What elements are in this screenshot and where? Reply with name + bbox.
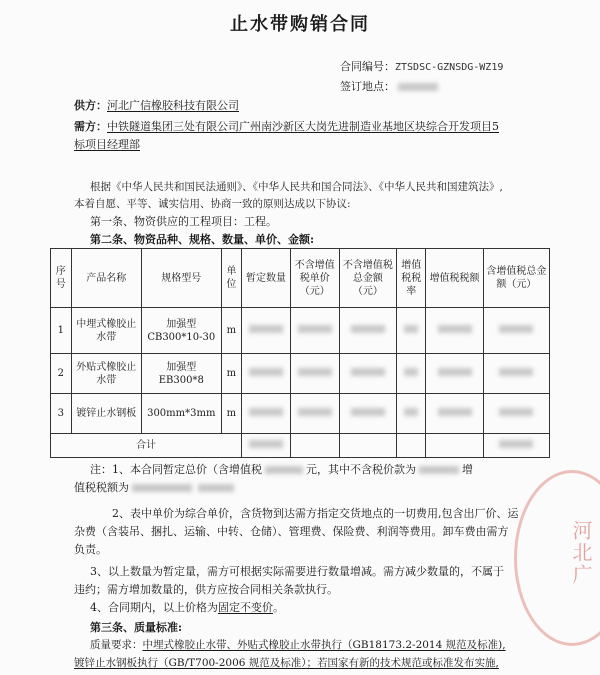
note-4-suffix: 。: [273, 601, 284, 614]
table-row: [51, 394, 550, 434]
redacted-cell: [426, 394, 483, 434]
contract-number: [340, 58, 503, 74]
redacted-cell: [242, 394, 291, 434]
redacted-cell: [339, 354, 396, 394]
quality-label: 质量要求：: [90, 639, 143, 651]
col-spec: 规格型号: [142, 249, 222, 308]
row-name: 镀锌止水钢板: [71, 394, 141, 434]
redacted-cell: [483, 354, 549, 394]
article-1: 第一条、物资供应的工程项目：工程。: [90, 215, 277, 228]
note-3-line-1: 3、以上数量为暂定量，需方可根据实际需要进行数量增减。需方减少数量的，不属于: [90, 565, 504, 578]
note-4: [90, 600, 284, 615]
redacted-cell: [483, 434, 549, 458]
redacted-amount: [265, 466, 303, 474]
company-seal-text: 河北广: [569, 520, 593, 586]
redacted-place: [398, 83, 438, 91]
contract-title: 止水带购销合同: [230, 14, 370, 35]
article-3-heading: 第三条、质量标准:: [90, 621, 183, 634]
signing-place-label: 签订地点：: [340, 80, 395, 93]
note-1-tail: 增: [462, 463, 473, 476]
note-1-prefix: 注：1、本合同暂定总价（含增值税: [90, 463, 262, 476]
redacted-cell: [339, 308, 396, 354]
row-spec: 300mm*3mm: [142, 394, 222, 434]
col-no: 序号: [51, 249, 72, 308]
redacted-cell: [290, 394, 339, 434]
redacted-text: [198, 484, 234, 492]
supplier-name: 河北广信橡胶科技有限公司: [107, 99, 239, 112]
redacted-cell: [242, 354, 291, 394]
col-total-ex: 不含增值税总金额（元）: [339, 249, 396, 308]
row-no: 1: [51, 308, 72, 354]
redacted-cell: [426, 354, 483, 394]
row-no: 2: [51, 354, 72, 394]
row-unit: m: [221, 394, 242, 434]
redacted-cell: [290, 308, 339, 354]
col-tax-rate: 增值税税率: [397, 249, 426, 308]
table-row: [51, 354, 550, 394]
supplier-label: 供方：: [74, 99, 107, 112]
redacted-cell: [290, 354, 339, 394]
table-total-row: [51, 434, 550, 458]
preamble-line-1: 根据《中华人民共和国民法通则》、《中华人民共和国合同法》、《中华人民共和国建筑法》,: [90, 181, 503, 193]
note-1-line-2: [74, 480, 237, 495]
row-spec: 加强型 EB300*8: [142, 354, 222, 394]
buyer-name-2: 标项目经理部: [74, 138, 140, 151]
redacted-amount: [132, 484, 192, 492]
redacted-amount: [419, 466, 459, 474]
col-unit-price: 不含增值税单价（元）: [290, 249, 339, 308]
quality-line-1: [90, 638, 506, 653]
empty-cell: [339, 434, 396, 458]
empty-cell: [290, 434, 339, 458]
redacted-cell: [339, 394, 396, 434]
row-spec: 加强型 CB300*10-30: [142, 308, 222, 354]
note-1-middle: 元，其中不含税价款为: [306, 463, 416, 476]
preamble-line-2: 本着自愿、平等、诚实信用、协商一致的原则达成以下协议:: [74, 198, 351, 210]
col-unit: 单位: [221, 249, 242, 308]
row-name: 外贴式橡胶止水带: [71, 354, 141, 394]
note-1-line-1: [90, 462, 473, 477]
note-2-line-2: 杂费（含装吊、捆扎、运输、中转、仓储）、管理费、保险费、利润等费用。卸车费由需方: [74, 525, 509, 538]
note-1-vat: 值税税额为: [74, 481, 129, 494]
goods-table: [50, 248, 550, 458]
redacted-cell: [426, 308, 483, 354]
signing-place: [340, 78, 441, 94]
col-tax-amount: 增值税税额: [426, 249, 483, 308]
row-name: 中埋式橡胶止水带: [71, 308, 141, 354]
buyer-name-1: 中铁隧道集团三处有限公司广州南沙新区大岗先进制造业基地区块综合开发项目5: [107, 120, 499, 133]
redacted-cell: [397, 354, 426, 394]
note-4-fixed-price: 固定不变价: [218, 601, 273, 614]
contract-number-value: ZTSDSC-GZNSDG-WZ19: [395, 62, 504, 73]
redacted-cell: [397, 308, 426, 354]
note-2-line-3: 负责。: [74, 543, 107, 556]
empty-cell: [397, 434, 426, 458]
redacted-cell: [242, 434, 291, 458]
redacted-cell: [483, 308, 549, 354]
row-unit: m: [221, 308, 242, 354]
quality-line-2: 镀锌止水钢板执行（GB/T700-2006 规范及标准）；若国家有新的技术规范或标准发布实施,: [74, 657, 499, 669]
redacted-cell: [397, 394, 426, 434]
col-name: 产品名称: [71, 249, 141, 308]
buyer-label: 需方：: [74, 120, 107, 133]
redacted-cell: [483, 394, 549, 434]
table-header-row: [51, 249, 550, 308]
total-label: 合计: [51, 434, 242, 458]
empty-cell: [426, 434, 483, 458]
article-2-heading: 第二条、物资品种、规格、数量、单价、金额:: [90, 233, 315, 246]
note-3-line-2: 违约；需方增加数量的，供方应按合同相关条款执行。: [74, 583, 338, 596]
col-qty: 暂定数量: [242, 249, 291, 308]
supplier-line: [74, 98, 239, 113]
col-total-inc: 含增值税总金额（元）: [483, 249, 549, 308]
note-2-line-1: 2、表中单价为综合单价，含货物到达需方指定交货地点的一切费用,包含出厂价、运: [112, 507, 519, 520]
quality-standard-1: 中埋式橡胶止水带、外贴式橡胶止水带执行（GB18173.2-2014 规范及标准),: [142, 639, 506, 651]
redacted-cell: [242, 308, 291, 354]
table-row: [51, 308, 550, 354]
row-unit: m: [221, 354, 242, 394]
row-no: 3: [51, 394, 72, 434]
buyer-line: [74, 119, 499, 134]
note-4-prefix: 4、合同期内，以上价格为: [90, 601, 218, 614]
contract-number-label: 合同编号：: [340, 60, 395, 73]
